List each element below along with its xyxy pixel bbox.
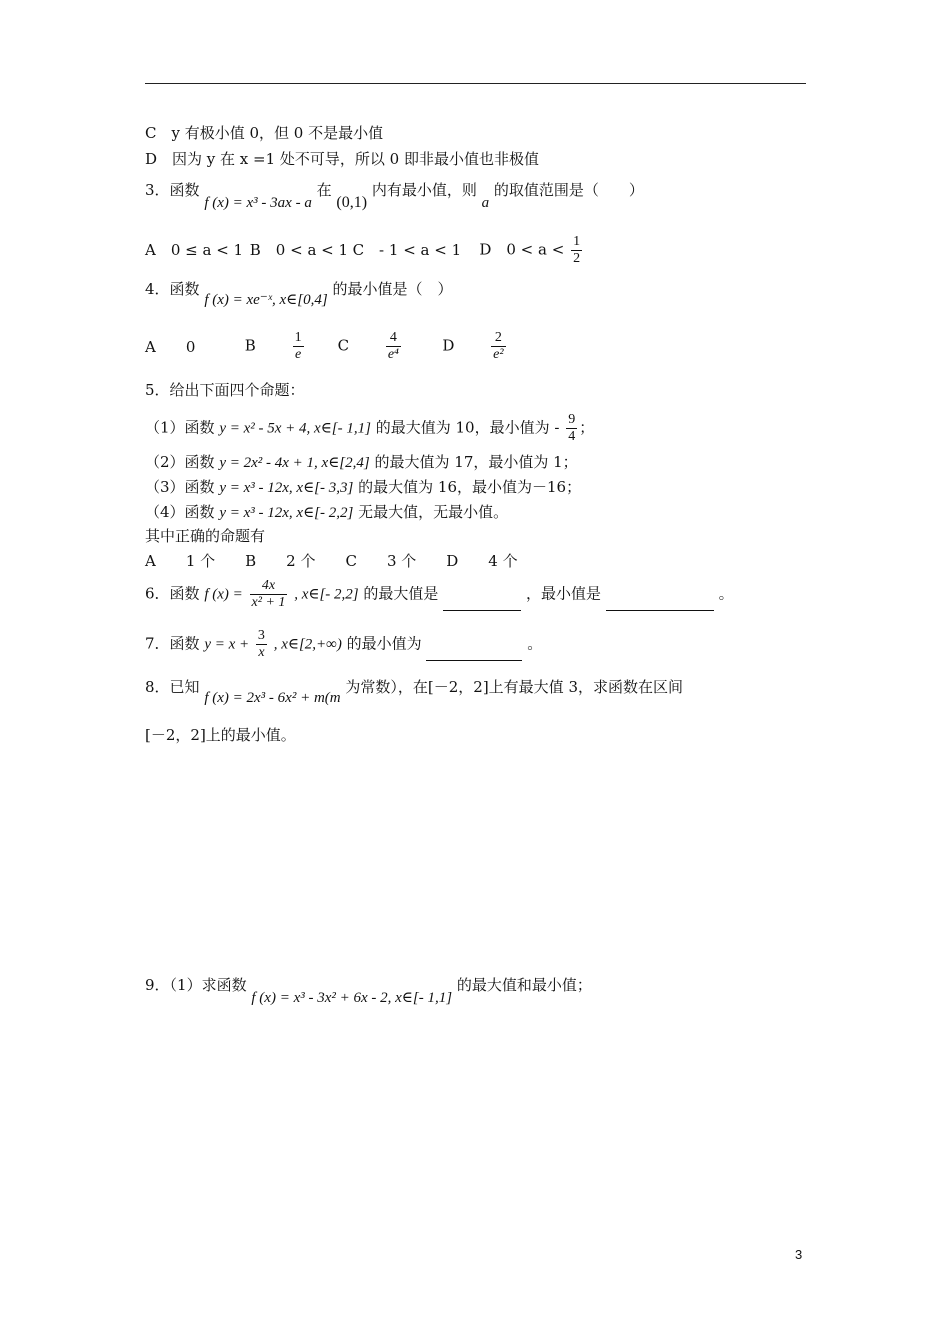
question-4-options: [145, 330, 508, 363]
q6-max-blank[interactable]: [443, 596, 521, 611]
q5-statement-4: （4）函数 y = x³ - 12x, x∈[- 2,2] 无最大值，无最小值。: [145, 503, 509, 521]
q6-min-blank[interactable]: [606, 596, 714, 611]
q5-statement-2: （2）函数 y = 2x² - 4x + 1, x∈[2,4] 的最大值为 17，最小值为 1；: [145, 453, 578, 471]
q3-option-d: D 0 < a < $\frac{1}{2}$: [479, 234, 581, 266]
question-3: 3．函数 f (x) = x³ - 3ax - a 在 (0,1) 内有最小值，则 a 的取值范围是（ ）: [145, 181, 644, 211]
header-rule: [145, 83, 806, 84]
q5-statement-3: （3）函数 y = x³ - 12x, x∈[- 3,3] 的最大值为 16，最小值为－16；: [145, 478, 582, 496]
option-d-line: D 因为 y 在 x =1 处不可导，所以 0 即非最小值也非极值: [145, 150, 539, 168]
q5-which-prompt: 其中正确的命题有: [145, 527, 266, 545]
q8-formula: f (x) = 2x³ - 6x² + m(m: [204, 690, 341, 706]
q3-option-a: A 0 ≤ a < 1: [145, 240, 244, 259]
q3-formula: f (x) = x³ - 3ax - a: [204, 195, 312, 211]
q5-fraction-nine-fourths: $\frac{9}{4}$: [568, 412, 576, 444]
question-6: 6．函数 f (x) = $\frac{4x}{\text{x² + 1}}$ , x∈[- 2,2] 的最大值是 ，最小值是 。: [145, 578, 734, 610]
q4-option-d: D $\frac{2}{\text{e²}}$: [442, 330, 504, 362]
q3-option-c: C - 1 < a < 1: [352, 240, 462, 259]
q5-options: A 1 个 B 2 个 C 3 个 D 4 个: [145, 552, 518, 570]
q3-fraction-half: $\frac{1}{2}$: [573, 234, 581, 266]
q3-interval: (0,1): [336, 194, 368, 211]
page-number: 3: [795, 1247, 803, 1262]
q3-option-b: B 0 < a < 1: [249, 240, 349, 259]
question-4: 4．函数 f (x) = xe⁻ˣ, x∈[0,4] 的最小值是（ ）: [145, 280, 453, 308]
q4-option-c: C $\frac{4}{\text{e⁴}}$: [337, 330, 399, 362]
q4-option-a: A 0: [145, 337, 196, 356]
q3-variable: a: [481, 195, 490, 211]
q7-fraction: $\frac{3}{x}$: [257, 628, 265, 660]
option-c-line: C y 有极小值 0，但 0 不是最小值: [145, 124, 384, 142]
question-9: 9．（1）求函数 f (x) = x³ - 3x² + 6x - 2, x∈[- 1,1] 的最大值和最小值；: [145, 976, 592, 1006]
q4-formula: f (x) = xe⁻ˣ, x∈[0,4]: [204, 292, 328, 308]
question-5: 5．给出下面四个命题：: [145, 381, 305, 399]
question-8-continued: [－2，2]上的最小值。: [145, 726, 296, 744]
q6-fraction: $\frac{4x}{\text{x² + 1}}$: [251, 578, 286, 610]
question-3-options: [145, 234, 584, 267]
q9-formula: f (x) = x³ - 3x² + 6x - 2, x∈[- 1,1]: [251, 990, 453, 1006]
q5-statement-1: （1）函数 y = x² - 5x + 4, x∈[- 1,1] 的最大值为 10，最小值为 - $\frac{9}{4}$ ；: [145, 412, 595, 444]
q4-option-b: B $\frac{1}{e}$: [244, 330, 302, 362]
question-7: 7．函数 y = x + $\frac{3}{x}$ , x∈[2,+∞) 的最小值为 。: [145, 628, 543, 660]
question-8: 8．已知 f (x) = 2x³ - 6x² + m(m 为常数），在[－2，2]上有最大值 3，求函数在区间: [145, 678, 683, 706]
q7-min-blank[interactable]: [426, 646, 522, 661]
